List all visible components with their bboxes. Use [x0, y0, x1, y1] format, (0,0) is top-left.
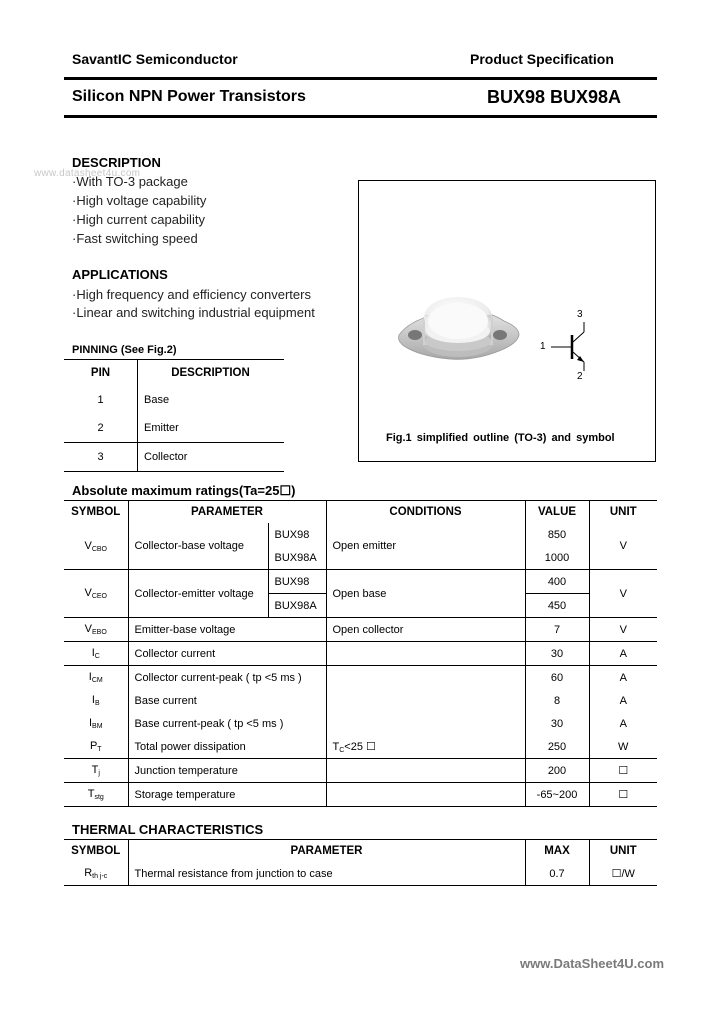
- pin-description: Collector: [144, 451, 188, 463]
- conditions-cell: Open emitter: [326, 523, 525, 570]
- parameter-cell: Base current-peak ( tp <5 ms ): [128, 712, 326, 735]
- table-row: [64, 689, 657, 712]
- table-row: [64, 618, 657, 642]
- value-cell: 250: [525, 735, 589, 759]
- pin-row: [64, 386, 284, 414]
- pin-description: Base: [144, 394, 170, 406]
- unit-cell: ☐: [589, 759, 657, 783]
- table-row-vcbo: [64, 523, 657, 546]
- value-cell: 1000: [525, 546, 589, 570]
- unit-cell: A: [589, 666, 657, 690]
- value-cell: 400: [525, 570, 589, 594]
- parameter-cell: Emitter-base voltage: [128, 618, 326, 642]
- unit-cell: A: [589, 642, 657, 666]
- parameter-cell: Collector-emitter voltage: [128, 570, 268, 618]
- col-max: MAX: [525, 840, 589, 863]
- pin-description-header: DESCRIPTION: [171, 367, 250, 379]
- col-symbol: SYMBOL: [64, 840, 128, 863]
- col-parameter: PARAMETER: [128, 840, 525, 863]
- pin-number: 3: [64, 443, 138, 472]
- table-row: [64, 862, 657, 886]
- parameter-cell: Collector-base voltage: [128, 523, 268, 570]
- unit-cell: ☐/W: [589, 862, 657, 886]
- conditions-cell: [326, 642, 525, 666]
- description-item: ·Fast switching speed: [72, 231, 198, 246]
- symbol-cell: $P_T$: [89, 740, 102, 753]
- value-cell: 450: [525, 594, 589, 618]
- table-row: [64, 642, 657, 666]
- pin-number: 2: [64, 414, 138, 443]
- application-item: ·High frequency and efficiency converters: [72, 287, 311, 302]
- value-cell: 7: [525, 618, 589, 642]
- unit-cell: W: [589, 735, 657, 759]
- document-type: Product Specification: [470, 51, 614, 67]
- symbol-cell: $V_{CEO}$: [64, 570, 128, 618]
- description-item: ·High current capability: [72, 212, 205, 227]
- unit-cell: V: [589, 523, 657, 570]
- description-item: ·With TO-3 package: [72, 174, 188, 189]
- unit-cell: A: [589, 689, 657, 712]
- application-item: ·Linear and switching industrial equipment: [72, 305, 315, 320]
- abs-max-table: [64, 500, 657, 807]
- unit-cell: ☐: [589, 783, 657, 807]
- description-title: DESCRIPTION: [72, 155, 161, 170]
- parameter-cell: Total power dissipation: [128, 735, 326, 759]
- parameter-cell: Collector current-peak ( tp <5 ms ): [128, 666, 326, 690]
- col-unit: UNIT: [589, 840, 657, 863]
- table-row-vceo: [64, 570, 657, 594]
- header-rule-bottom: [64, 115, 657, 118]
- col-symbol: SYMBOL: [64, 501, 128, 524]
- pinning-title: PINNING (See Fig.2): [72, 344, 177, 356]
- table-row: [64, 666, 657, 690]
- symbol-cell: $T_{stg}$: [64, 783, 128, 807]
- unit-cell: V: [589, 618, 657, 642]
- variant-cell: BUX98: [268, 523, 326, 546]
- col-value: VALUE: [525, 501, 589, 524]
- thermal-title: THERMAL CHARACTERISTICS: [72, 822, 264, 837]
- product-line: Silicon NPN Power Transistors: [72, 88, 306, 105]
- symbol-cell: $I_{CM}$: [64, 666, 128, 690]
- value-cell: 200: [525, 759, 589, 783]
- description-item: ·High voltage capability: [72, 193, 207, 208]
- symbol-cell: $R_{th j-c}$: [64, 862, 128, 886]
- parameter-cell: Junction temperature: [128, 759, 326, 783]
- value-cell: 850: [525, 523, 589, 546]
- table-row: [64, 783, 657, 807]
- value-cell: 60: [525, 666, 589, 690]
- watermark-small: www.datasheet4u.com: [34, 168, 141, 179]
- conditions-cell: Open collector: [326, 618, 525, 642]
- company-name: SavantIC Semiconductor: [72, 51, 238, 67]
- conditions-cell: [326, 783, 525, 807]
- abs-max-title: Absolute maximum ratings(Ta=25☐): [72, 483, 296, 498]
- parameter-cell: Thermal resistance from junction to case: [128, 862, 525, 886]
- table-row: [64, 735, 657, 759]
- pin-row: [64, 414, 284, 443]
- max-cell: 0.7: [525, 862, 589, 886]
- conditions-cell: Open base: [326, 570, 525, 618]
- parameter-cell: Collector current: [128, 642, 326, 666]
- applications-title: APPLICATIONS: [72, 267, 168, 282]
- variant-cell: BUX98A: [268, 594, 326, 618]
- table-row: [64, 712, 657, 735]
- symbol-emitter-label: 2: [577, 371, 583, 382]
- conditions-cell: [326, 689, 525, 712]
- symbol-base-label: 1: [540, 341, 546, 352]
- value-cell: 30: [525, 642, 589, 666]
- conditions-cell: [326, 759, 525, 783]
- model-numbers: BUX98 BUX98A: [487, 87, 622, 107]
- table-row: [64, 759, 657, 783]
- unit-cell: A: [589, 712, 657, 735]
- symbol-cell: $I_{BM}$: [88, 717, 103, 730]
- pinning-table: [64, 359, 284, 472]
- symbol-cell: $V_{CBO}$: [84, 539, 107, 553]
- pin-description: Emitter: [144, 422, 179, 434]
- symbol-cell: $T_j$: [64, 759, 128, 783]
- variant-cell: BUX98: [268, 570, 326, 594]
- symbol-cell: $I_C$: [64, 642, 128, 666]
- symbol-cell: $I_B$: [91, 694, 100, 707]
- col-unit: UNIT: [589, 501, 657, 524]
- value-cell: 30: [525, 712, 589, 735]
- pin-header: PIN: [64, 360, 138, 387]
- parameter-cell: Storage temperature: [128, 783, 326, 807]
- pin-number: 1: [64, 386, 138, 414]
- parameter-cell: Base current: [128, 689, 326, 712]
- figure-1-box: [358, 180, 656, 462]
- pin-row: [64, 443, 284, 472]
- header-rule-top: [64, 77, 657, 80]
- conditions-cell: [326, 712, 525, 735]
- col-conditions: CONDITIONS: [326, 501, 525, 524]
- value-cell: -65~200: [525, 783, 589, 807]
- thermal-table: [64, 839, 657, 886]
- value-cell: 8: [525, 689, 589, 712]
- variant-cell: BUX98A: [268, 546, 326, 570]
- symbol-collector-label: 3: [577, 309, 583, 320]
- col-parameter: PARAMETER: [128, 501, 326, 524]
- conditions-cell: $T_C<25$ ☐: [326, 735, 525, 759]
- conditions-cell: [326, 666, 525, 690]
- symbol-cell: $V_{EBO}$: [64, 618, 128, 642]
- figure-1-caption: Fig.1 simplified outline (TO-3) and symbol: [386, 432, 615, 444]
- footer-watermark: www.DataSheet4U.com: [520, 956, 665, 971]
- unit-cell: V: [589, 570, 657, 618]
